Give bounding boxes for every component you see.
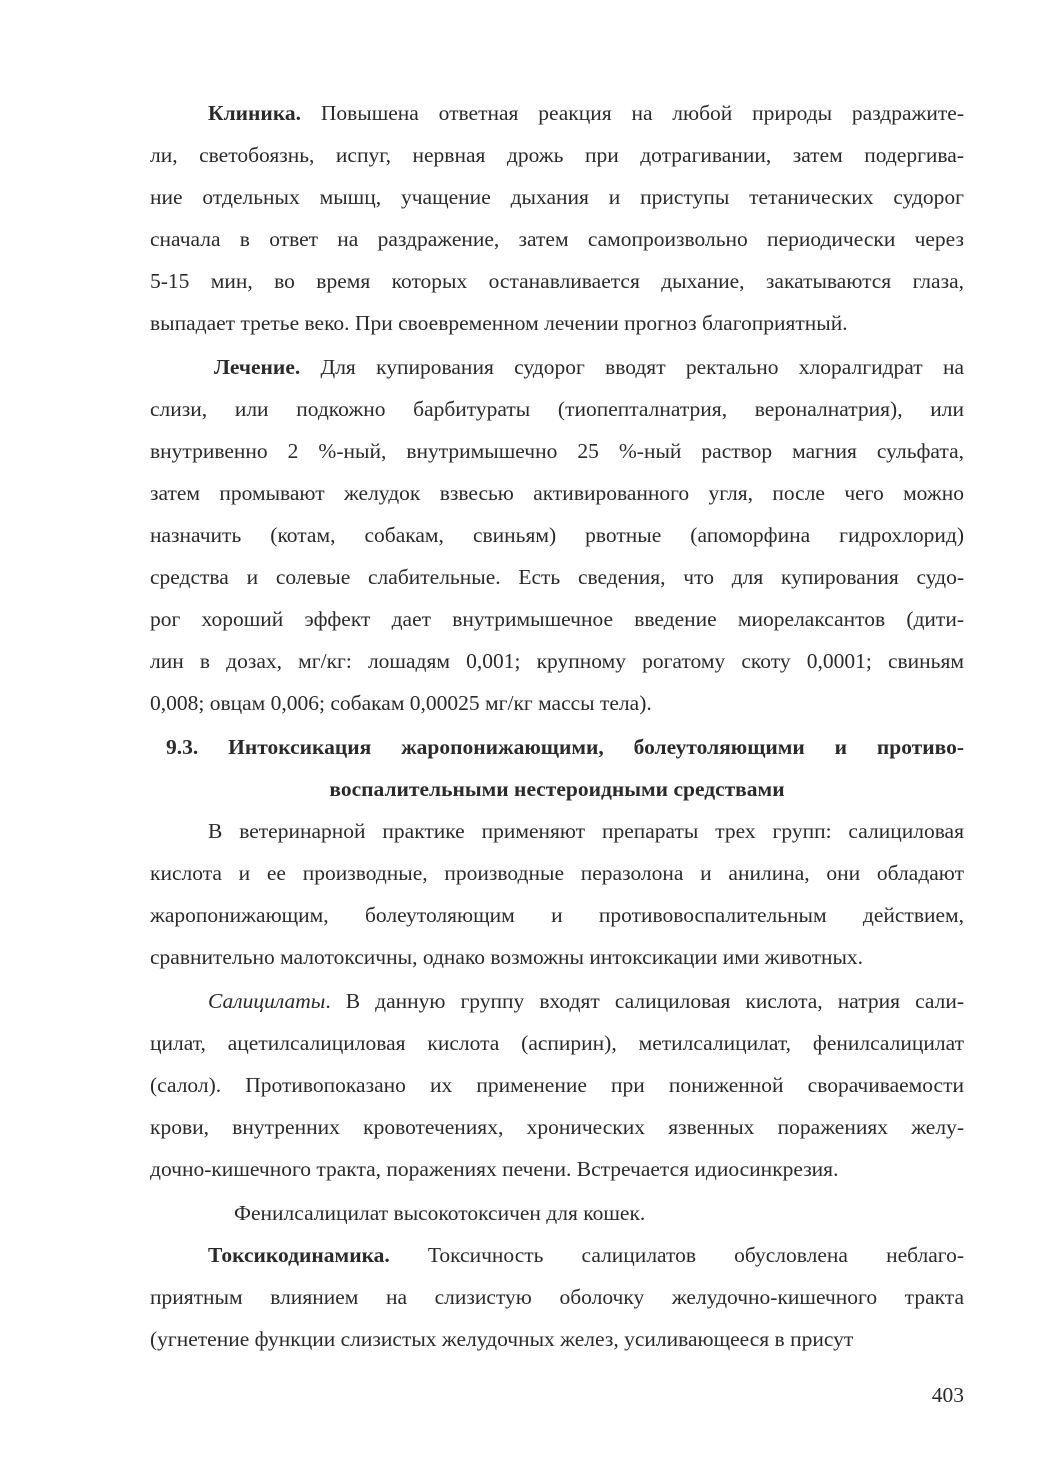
paragraph-cats bbox=[150, 1192, 964, 1234]
line-text: Повышена ответная реакция на любой природы раздражите- bbox=[301, 101, 964, 125]
text-line: назначить (котам, собакам, свиньям) рвотные (апоморфина гидрохлорид) bbox=[150, 523, 964, 547]
text-line: 5-15 мин, во время которых останавливается дыхание, закатываются глаза, bbox=[150, 269, 964, 293]
text-line: сравнительно малотоксичны, однако возможны интоксикации ими животных. bbox=[150, 945, 864, 969]
text-line: крови, внутренних кровотечениях, хронических язвенных поражениях желу- bbox=[150, 1115, 964, 1139]
text-line: затем промывают желудок взвесью активированного угля, после чего можно bbox=[150, 481, 964, 505]
paragraph-clinic bbox=[150, 92, 964, 344]
heading-line: 9.3. Интоксикация жаропонижающими, болеутоляющими и противо- bbox=[166, 735, 964, 759]
text-line: дочно-кишечного тракта, поражениях печени. Встречается идиосинкрезия. bbox=[150, 1157, 839, 1181]
text-line: Фенилсалицилат высокотоксичен для кошек. bbox=[234, 1201, 646, 1225]
text-line bbox=[150, 980, 964, 1022]
text-line: (салол). Противопоказано их применение при пониженной сворачиваемости bbox=[150, 1073, 964, 1097]
line-text: Для купирования судорог вводят ректально хлоралгидрат на bbox=[300, 355, 964, 379]
text-line: внутривенно 2 %-ный, внутримышечно 25 %-ный раствор магния сульфата, bbox=[150, 439, 964, 463]
lead-term: Клиника. bbox=[208, 101, 302, 125]
text-line bbox=[150, 1234, 964, 1276]
page-number: 403 bbox=[931, 1383, 964, 1407]
text-line: лин в дозах, мг/кг: лошадям 0,001; крупному рогатому скоту 0,0001; свиньям bbox=[150, 649, 964, 673]
text-line: цилат, ацетилсалициловая кислота (аспирин), метилсалицилат, фенилсалицилат bbox=[150, 1031, 964, 1055]
line-text: Токсичность салицилатов обусловлена неблаго- bbox=[389, 1243, 964, 1267]
text-line: жаропонижающим, болеутоляющим и противовоспалительным действием, bbox=[150, 903, 964, 927]
lead-term: Лечение. bbox=[214, 355, 301, 379]
section-heading bbox=[150, 726, 964, 810]
text-line: ние отдельных мышц, учащение дыхания и приступы тетанических судорог bbox=[150, 185, 964, 209]
text-line: (угнетение функции слизистых желудочных желез, усиливающееся в присут bbox=[150, 1327, 854, 1351]
paragraph-toxicodynamics bbox=[150, 1234, 964, 1360]
heading-line: воспалительными нестероидными средствами bbox=[329, 777, 785, 801]
text-line: слизи, или подкожно барбитураты (тиопепталнатрия, вероналнатрия), или bbox=[150, 397, 964, 421]
lead-term: Салицилаты bbox=[208, 989, 326, 1013]
text-line bbox=[150, 92, 964, 134]
lead-term: Токсикодинамика. bbox=[208, 1243, 390, 1267]
text-line: средства и солевые слабительные. Есть сведения, что для купирования судо- bbox=[150, 565, 964, 589]
text-line: сначала в ответ на раздражение, затем самопроизвольно периодически через bbox=[150, 227, 964, 251]
text-line: приятным влиянием на слизистую оболочку желудочно-кишечного тракта bbox=[150, 1285, 964, 1309]
text-line: ли, светобоязнь, испуг, нервная дрожь при дотрагивании, затем подергива- bbox=[150, 143, 964, 167]
text-line bbox=[150, 346, 964, 388]
text-line: В ветеринарной практике применяют препараты трех групп: салициловая bbox=[208, 819, 964, 843]
line-text: . В данную группу входят салициловая кислота, натрия сали- bbox=[325, 989, 964, 1013]
paragraph-intro bbox=[150, 810, 964, 978]
text-line: рог хороший эффект дает внутримышечное введение миорелаксантов (дити- bbox=[150, 607, 964, 631]
text-line: кислота и ее производные, производные перазолона и анилина, они обладают bbox=[150, 861, 964, 885]
paragraph-salicylates bbox=[150, 980, 964, 1190]
text-line: 0,008; овцам 0,006; собакам 0,00025 мг/кг массы тела). bbox=[150, 691, 652, 715]
text-line: выпадает третье веко. При своевременном лечении прогноз благоприятный. bbox=[150, 311, 848, 335]
paragraph-treatment bbox=[150, 346, 964, 724]
